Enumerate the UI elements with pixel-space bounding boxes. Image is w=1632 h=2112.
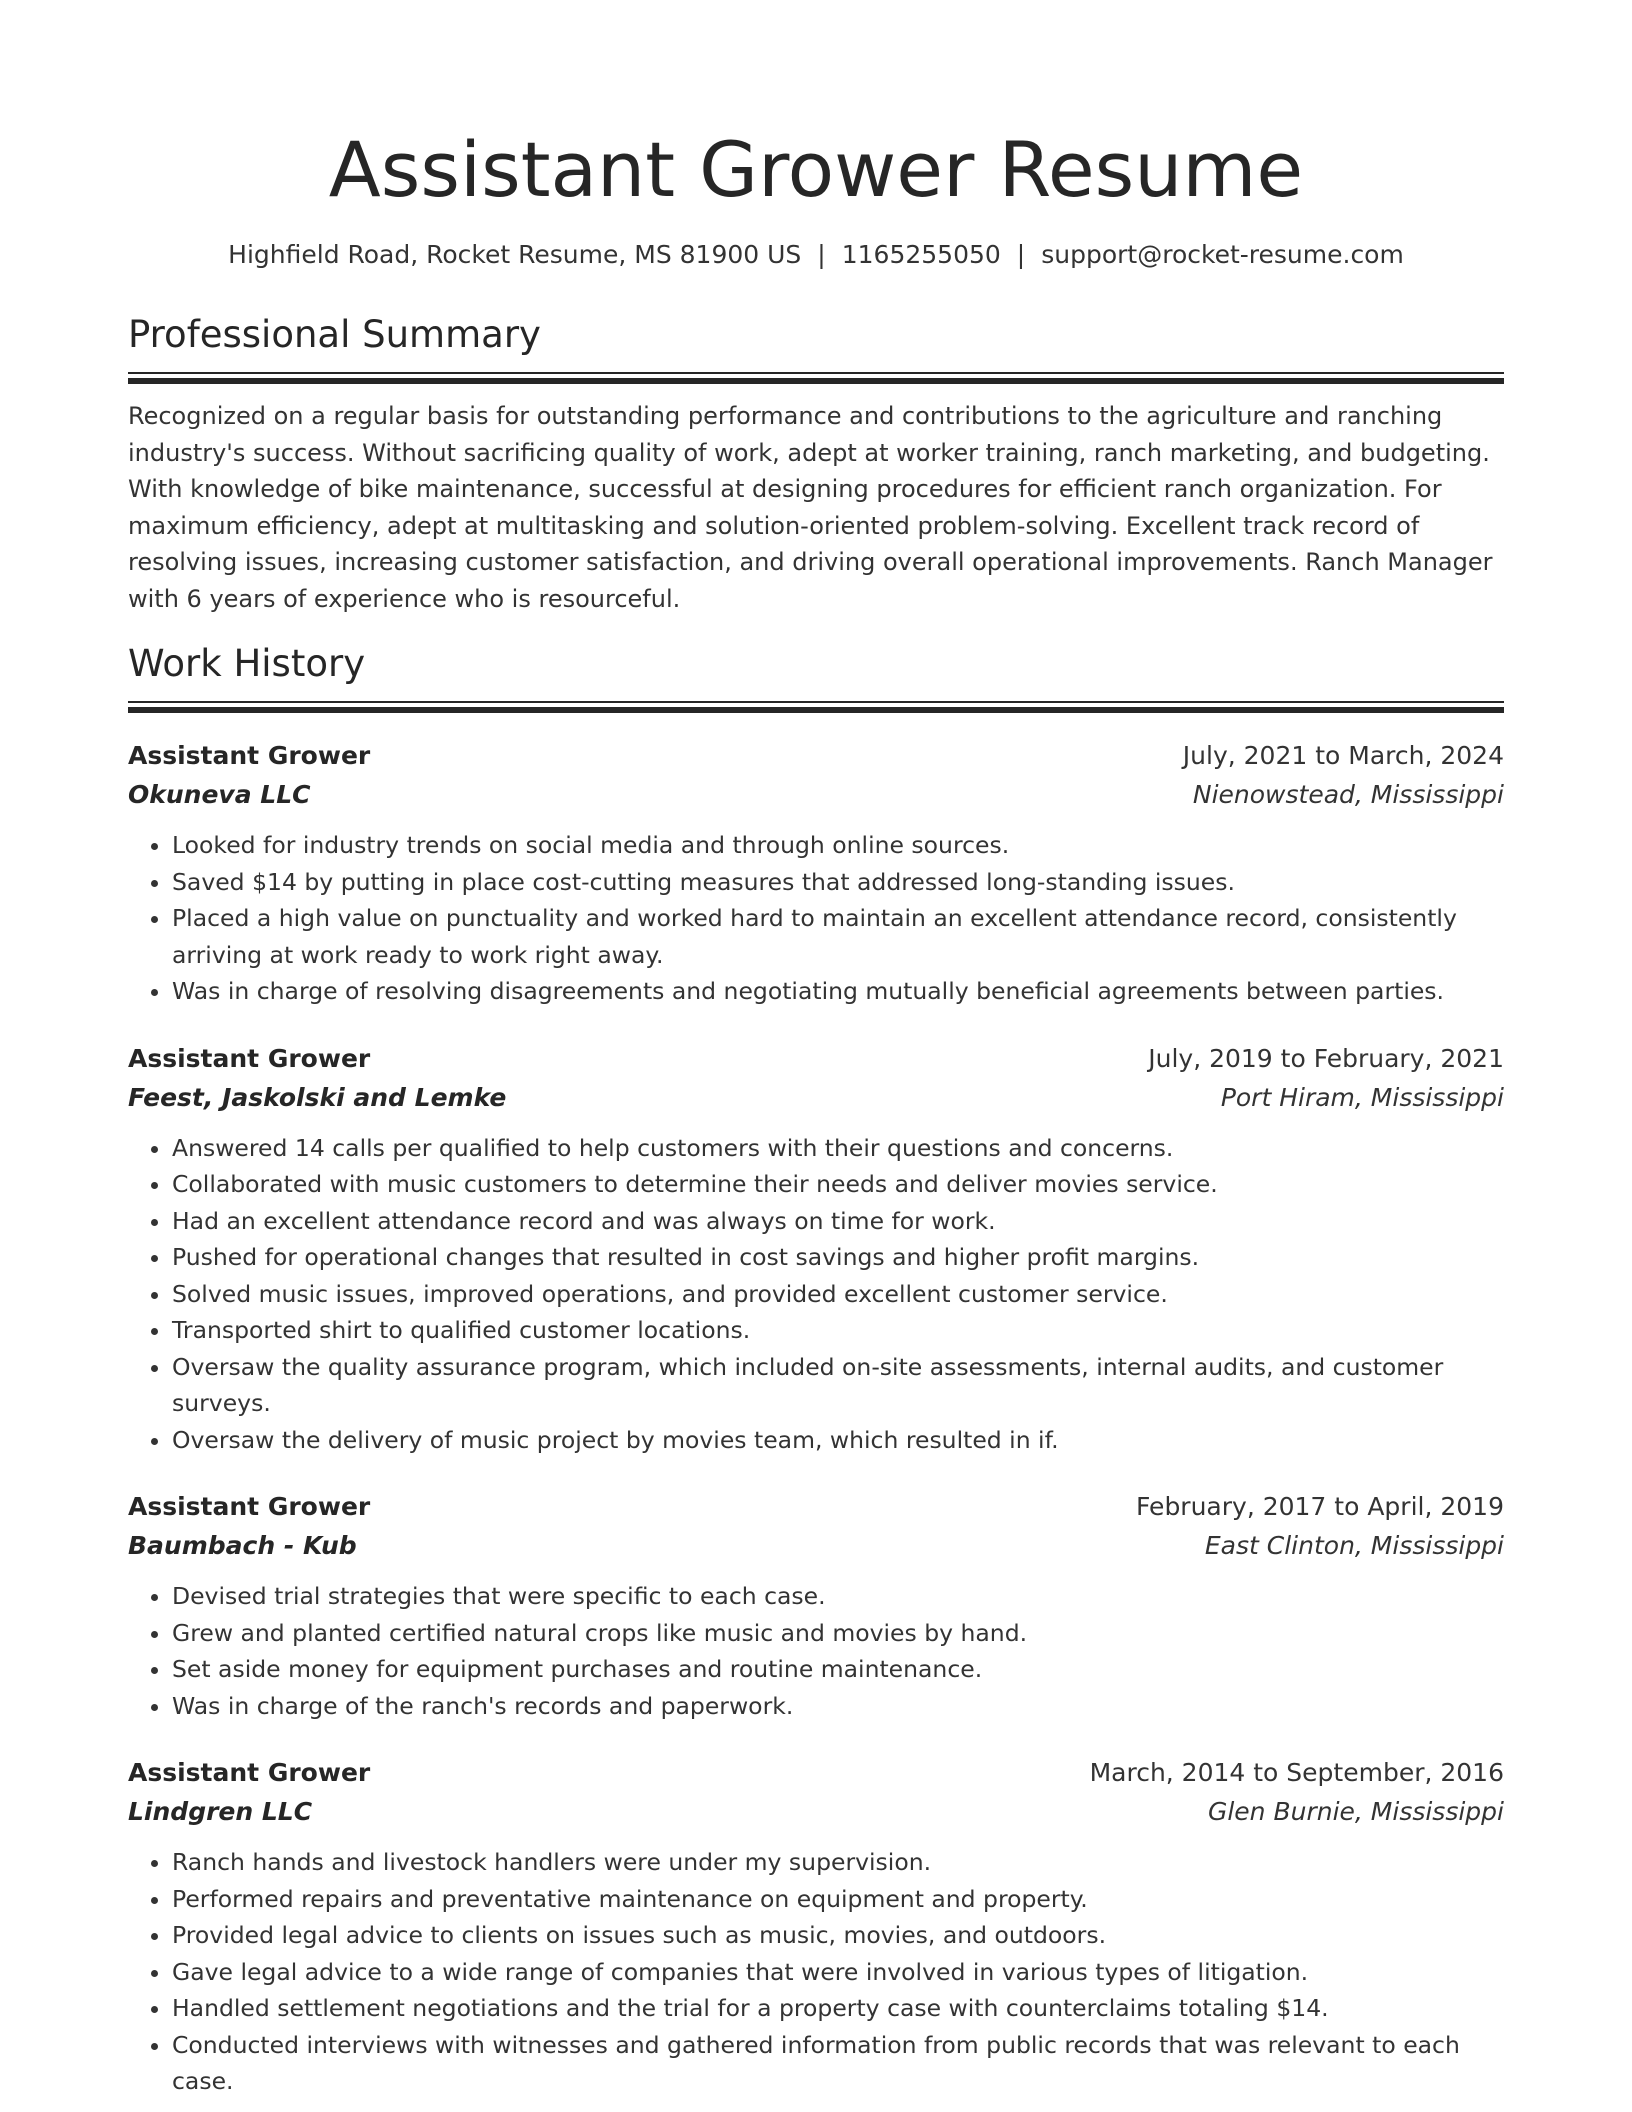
list-item: • Oversaw the quality assurance program, which included on-site assessments, internal audits, and customer surveys.: [172, 1349, 1504, 1422]
list-item: • Was in charge of the ranch's records and paperwork.: [172, 1688, 1504, 1725]
section-divider: [128, 372, 1504, 384]
section-heading-summary: Professional Summary: [128, 313, 541, 356]
job-entry: [128, 1488, 1504, 1724]
job-dates: March, 2014 to September, 2016: [1089, 1758, 1504, 1787]
list-item: • Was in charge of resolving disagreements and negotiating mutually beneficial agreements between parties.: [172, 973, 1504, 1010]
list-item: • Devised trial strategies that were specific to each case.: [172, 1578, 1504, 1615]
list-item: • Set aside money for equipment purchases and routine maintenance.: [172, 1651, 1504, 1688]
list-item: • Gave legal advice to a wide range of companies that were involved in various types of litigation.: [172, 1954, 1504, 1991]
job-entry: [128, 1754, 1504, 2100]
list-item: • Saved $14 by putting in place cost-cutting measures that addressed long-standing issues.: [172, 864, 1504, 901]
page-title: Assistant Grower Resume: [328, 125, 1304, 214]
job-dates: February, 2017 to April, 2019: [1136, 1492, 1504, 1521]
job-title: Assistant Grower: [128, 741, 371, 770]
section-divider: [128, 701, 1504, 713]
job-bullets: [128, 1130, 1504, 1459]
contact-line: [128, 238, 1504, 272]
list-item: • Answered 14 calls per qualified to help customers with their questions and concerns.: [172, 1130, 1504, 1167]
list-item: • Transported shirt to qualified customer locations.: [172, 1312, 1504, 1349]
job-dates: July, 2021 to March, 2024: [1182, 741, 1504, 770]
job-dates: July, 2019 to February, 2021: [1148, 1043, 1504, 1073]
job-title: Assistant Grower: [128, 1758, 371, 1787]
list-item: • Grew and planted certified natural crops like music and movies by hand.: [172, 1615, 1504, 1652]
contact-separator: |: [817, 240, 826, 269]
job-company: Baumbach - Kub: [128, 1531, 357, 1560]
list-item: • Had an excellent attendance record and was always on time for work.: [172, 1203, 1504, 1240]
contact-phone: 1165255050: [841, 240, 1001, 269]
job-entry: [128, 1040, 1504, 1459]
list-item: • Provided legal advice to clients on issues such as music, movies, and outdoors.: [172, 1917, 1504, 1954]
job-location: East Clinton, Mississippi: [1204, 1531, 1504, 1560]
job-company: Lindgren LLC: [128, 1797, 313, 1826]
contact-address: Highfield Road, Rocket Resume, MS 81900 US: [228, 240, 802, 269]
job-bullets: [128, 1844, 1504, 2100]
list-item: • Ranch hands and livestock handlers were under my supervision.: [172, 1844, 1504, 1881]
list-item: • Oversaw the delivery of music project by movies team, which resulted in if.: [172, 1422, 1504, 1459]
list-item: • Looked for industry trends on social media and through online sources.: [172, 827, 1504, 864]
job-title: Assistant Grower: [128, 1492, 371, 1521]
job-location: Port Hiram, Mississippi: [1220, 1082, 1504, 1112]
list-item: • Pushed for operational changes that resulted in cost savings and higher profit margins.: [172, 1239, 1504, 1276]
job-location: Nienowstead, Mississippi: [1192, 780, 1504, 809]
list-item: • Handled settlement negotiations and the trial for a property case with counterclaims totaling $14.: [172, 1990, 1504, 2027]
contact-separator: |: [1016, 240, 1026, 269]
job-location: Glen Burnie, Mississippi: [1207, 1797, 1504, 1826]
job-bullets: [128, 827, 1504, 1010]
job-bullets: [128, 1578, 1504, 1724]
professional-summary-section: [128, 312, 1504, 617]
list-item: • Collaborated with music customers to determine their needs and deliver movies service.: [172, 1166, 1504, 1203]
summary-text: Recognized on a regular basis for outstanding performance and contributions to the agriculture and ranching industry's success. Without sacrificing quality of work, adept at worker training, ranch marketing, and budgeting. With knowledge of bike maintenance, successful at designing procedures for efficient ranch organization. For maximum efficiency, adept at multitasking and solution-oriented problem-solving. Excellent track record of resolving issues, increasing customer satisfaction, and driving overall operational improvements. Ranch Manager with 6 years of experience who is resourceful.: [128, 402, 1493, 613]
section-heading-work-history: Work History: [128, 642, 366, 685]
list-item: • Conducted interviews with witnesses and gathered information from public records that was relevant to each case.: [172, 2027, 1504, 2100]
work-history-section: [128, 641, 1504, 2100]
job-title: Assistant Grower: [128, 1043, 371, 1073]
job-company: Feest, Jaskolski and Lemke: [128, 1082, 507, 1112]
job-entry: [128, 737, 1504, 1010]
list-item: • Performed repairs and preventative maintenance on equipment and property.: [172, 1881, 1504, 1918]
contact-email: support@rocket-resume.com: [1041, 240, 1404, 269]
job-company: Okuneva LLC: [128, 780, 311, 809]
list-item: • Solved music issues, improved operations, and provided excellent customer service.: [172, 1276, 1504, 1313]
list-item: • Placed a high value on punctuality and worked hard to maintain an excellent attendance record, consistently arriving at work ready to work right away.: [172, 900, 1504, 973]
